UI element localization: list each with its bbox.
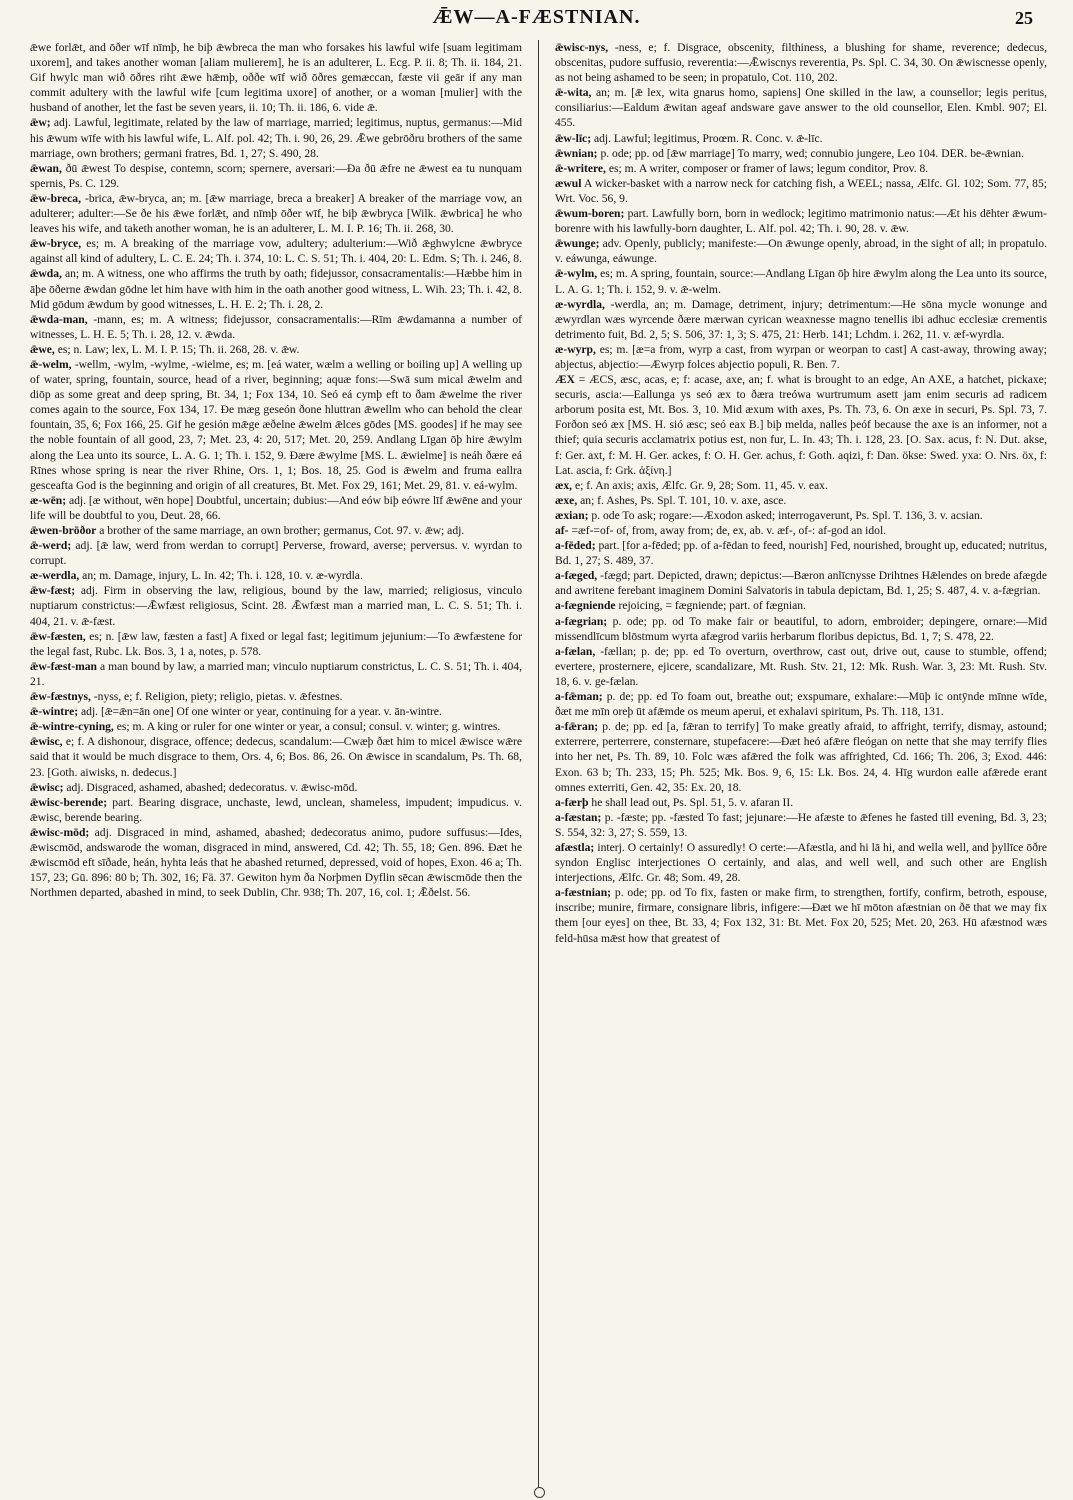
dictionary-entry (555, 85, 1047, 130)
entry-headword: af- (555, 524, 569, 537)
dictionary-entry (30, 734, 522, 779)
dictionary-entry (30, 266, 522, 311)
dictionary-entry (555, 161, 1047, 176)
entry-headword: ǣwda, (30, 267, 62, 281)
dictionary-entry (555, 508, 1047, 523)
entry-definition: A wicker-basket with a narrow neck for catching fish, a WEEL; nassa, Ælfc. Gl. 102; Som. 77, 85; Wrt. Voc. 56, 9. (555, 176, 1047, 205)
entry-headword: a-fæged, (555, 569, 598, 583)
dictionary-entry (555, 719, 1047, 794)
entry-headword: ǣw-fæst; (30, 584, 76, 598)
dictionary-entry (555, 176, 1047, 206)
entry-headword: a-fæstan; (555, 810, 602, 824)
entry-definition: -brica, ǣw-bryca, an; m. [ǣw marriage, breca a breaker] A breaker of the marriage vow, an adulterer; adulter:—Se ðe his ǣwe forlǣt, and nīmþ ōðer wīf, he biþ ǣwbryca [Wilk. ǣwbrica] he who leaves his wife, and taketh another woman, he is an adulterer, L. M. I. P. 16; Th. ii. 268, 30. (30, 191, 522, 236)
entry-headword: ǣw-bryce, (30, 237, 82, 251)
dictionary-entry (30, 115, 522, 160)
running-header (30, 6, 1043, 30)
entry-headword: ǣwda-man, (30, 312, 88, 326)
entry-definition: adj. Lawful, legitimate, related by the law of marriage, married; legitimus, nuptus, germanus:—Mid his ǣwum wīfe with his lawful wife, L. Alf. pol. 42; Th. i. 90, 26, 29. Ǣwe gebrōðru brothers of the same marriage, own brothers; germani fratres, Bd. 1, 27; S. 490, 28. (30, 116, 522, 160)
entry-definition: es; m. A king or ruler for one winter or year, a consul; consul. v. winter; g. wintres. (116, 720, 501, 734)
entry-definition: adj. Firm in observing the law, religious, bound by the law, married; religiosus, vinculo nuptiarum constrictus:—Ǣwfæst religiosus, Scint. 28. Ǣwfæst man a married man, L. C. S. 51; Th. i. 404, 21. v. ǣ-fæst. (30, 584, 522, 628)
dictionary-entry (30, 40, 522, 115)
entry-definition: adj. Disgraced, ashamed, abashed; dedecoratus. v. ǣwisc-mōd. (66, 780, 358, 794)
entry-headword: ǣ-wylm, (555, 267, 598, 281)
dictionary-entry (30, 161, 522, 191)
entry-definition: es; m. A breaking of the marriage vow, adultery; adulterium:—Wið ǣghwylcne ǣwbryce against all kind of adultery, L. C. E. 24; Th. i. 374, 10: L. C. S. 51; Th. i. 404, 20: L. Edm. S; Th. i. 246, 8. (30, 237, 522, 266)
entry-headword: a-fēded; (555, 539, 596, 553)
entry-headword: æ-werdla, (30, 569, 80, 583)
entry-definition: a man bound by law, a married man; vinculo nuptiarum constrictus, L. C. S. 51; Th. i. 404, 21. (30, 659, 522, 688)
entry-definition: e; f. A dishonour, disgrace, offence; dedecus, scandalum:—Cwæþ ðæt him to micel ǣwisce wǣre said that it would be much disgrace to them, Ors. 4, 6; Bos. 86, 26. On ǣwisce in scandalum, Ps. Th. 68, 23. [Goth. aiwisks, n. dedecus.] (30, 735, 522, 779)
entry-definition: p. ode To ask; rogare:—Æxodon asked; interrogaverunt, Ps. Spl. T. 136, 3. v. acsian. (591, 508, 983, 522)
dictionary-entry (30, 689, 522, 704)
entry-headword: ǣ-wintre; (30, 705, 79, 719)
entry-definition: ðū ǣwest To despise, contemn, scorn; spernere, aversari:—Ða ðū ǣfre ne ǣwest ea tu nunquam spernis, Ps. C. 129. (30, 161, 522, 190)
dictionary-entry (555, 538, 1047, 568)
entry-definition: =æf-=of- of, from, away from; de, ex, ab. v. æf-, of-: af-god an idol. (571, 524, 887, 537)
entry-headword: ǣwunge; (555, 237, 600, 251)
dictionary-entry (555, 236, 1047, 266)
two-column-body (30, 40, 1047, 1496)
entry-definition: he shall lead out, Ps. Spl. 51, 5. v. afaran II. (591, 795, 794, 809)
entry-definition: rejoicing, = fægniende; part. of fægnian. (618, 599, 806, 613)
dictionary-entry (30, 795, 522, 825)
entry-definition: -fællan; p. de; pp. ed To overturn, overthrow, cast out, drive out, cause to stumble, offend; evertere, prosternere, ejicere, scandalizare, Mt. Rush. Stv. 21, 12: Mk. Rush. War. 3, 23: Mt. Rush. Stv. 18, 6. v. ge-fælan. (555, 644, 1047, 688)
dictionary-entry (30, 523, 522, 538)
entry-definition: part. Lawfully born, born in wedlock; legitimo matrimonio natus:—Æt his dēhter ǣwum-borenre with his lawfully-born daughter, L. Alf. pol. 42; Th. i. 90, 28. v. ǣw. (555, 207, 1047, 236)
entry-definition: an; m. A witness, one who affirms the truth by oath; fidejussor, consacramentalis:—Hæbbe him in āþe ōðerne ǣwdan gōdne let him have with him in the oath another good witness, L. Wih. 23; Th. i. 42, 8. Mid gōdum ǣwdum by good witnesses, L. H. E. 2; Th. i. 28, 2. (30, 267, 522, 311)
entry-definition: an; f. Ashes, Ps. Spl. T. 101, 10. v. axe, asce. (580, 493, 787, 507)
entry-definition: interj. O certainly! O assuredly! O certe:—Afæstla, and hi lā hi, and wella well, and þyllīce ōðre syndon Englisc interjectiones O certainly, and alas, and well well, and such other are English interjections, Ælfc. Gr. 48; Som. 49, 28. (555, 840, 1047, 885)
entry-headword: ǣ-welm, (30, 357, 72, 371)
entry-headword: ǣwen-brōðor (30, 524, 97, 537)
dictionary-entry (30, 191, 522, 236)
entry-definition: es; n. Law; lex, L. M. I. P. 15; Th. ii. 268, 28. v. ǣw. (57, 342, 300, 356)
entry-definition: = ÆCS, æsc, acas, e; f: acase, axe, an; f. what is brought to an edge, An AXE, a hatchet, pickaxe; securis, ascia:—Eallunga ys seó æx to ðæra treówa wurtrumum asett jam enim securis ad radicem arborum posita est, Mt. Bos. 3, 10. Mid æxum with axes, Ps. Th. 73, 6. On æxe in securi, Ps. Spl. 73, 7. Forðon seó æx [MS. H. sió æsc; seó eax B.] biþ melda, nalles þeóf because the axe is an informer, not a thief; quia securis acclamatrix potius est, non fur, L. In. 43; Th. i. 128, 23. [O. Sax. acus, f: N. Dut. akse, f: Ger. axt, f: M. H. Ger. ackes, f: O. H. Ger. achus, f: Goth. aqizi, f: Dan. ökse: Swed. yxa: O. Nrs. öx, f: Lat. ascia, f: Grk. ἀξίνη.] (555, 373, 1047, 477)
entry-headword: ǣwisc; (30, 780, 64, 794)
entry-headword: a-færþ (555, 795, 589, 809)
entry-definition: an; m. Damage, injury, L. In. 42; Th. i. 128, 10. v. æ-wyrdla. (82, 569, 363, 583)
entry-definition: adj. Lawful; legitimus, Proœm. R. Conc. v. ǣ-līc. (593, 131, 823, 145)
dictionary-entry (30, 236, 522, 266)
entry-headword: æxian; (555, 508, 589, 522)
entry-headword: æ-wyrp, (555, 342, 596, 356)
entry-headword: æx, (555, 478, 573, 492)
entry-definition: -werdla, an; m. Damage, detriment, injury; detrimentum:—He sōna mycle wonunge and æwyrdlan wæs wyrcende ðære mærwan cyrican weaxnesse magno tenellis ibi adhuc ecclesiæ crementis detrimento fuit, Bd. 2, 5; S. 506, 37: 1, 3; S. 475, 21: Herb. 141; Lchdm. i. 262, 11. v. æf-wyrdla. (555, 297, 1047, 341)
entry-headword: ǣwan, (30, 161, 62, 175)
entry-definition: p. ode; pp. od [ǣw marriage] To marry, wed; connubio jungere, Leo 104. DER. be-ǣwnian. (600, 146, 1024, 160)
page-title: ǢW—A-FÆSTNIAN. (432, 6, 641, 28)
entry-headword: ǣw-līc; (555, 131, 592, 145)
dictionary-entry (555, 644, 1047, 689)
entry-definition: part. [for a-fēded; pp. of a-fēdan to feed, nourish] Fed, nourished, brought up, educated; nutritus, Bd. 1, 27; S. 489, 37. (555, 539, 1047, 568)
dictionary-entry (555, 342, 1047, 372)
entry-definition: an; m. [ǣ lex, wita gnarus homo, sapiens] One skilled in the law, a counsellor; legis peritus, consiliarius:—Ealdum ǣwitan ageaf andsware gave answer to the old counsellor, Elen. Kmbl. 907; El. 455. (555, 86, 1047, 130)
dictionary-entry (30, 719, 522, 734)
entry-definition: adj. Disgraced in mind, ashamed, abashed; dedecoratus animo, pudore suffusus:—Ides, ǣwiscmōd, andswarode the woman, disgraced in mind, answered, Cd. 42; Th. 55, 18; Gen. 896. Ðæt he ǣwiscmōd eft sīðade, heán, hyhta leás that he abashed returned, depressed, void of hopes, Exon. 46 a; Th. 157, 23; Gū. 896: 80 b; Th. 302, 16; Fä. 37. Gewiton hym ða Norþmen Dyflin sēcan ǣwiscmōde then the Northmen departed, abashed in mind, to seek Dublin, Chr. 938; Th. 207, 16, col. 1; Ǣðelst. 56. (30, 825, 522, 900)
entry-headword: a-fǣran; (555, 720, 599, 734)
entry-headword: ǣwum-boren; (555, 207, 625, 221)
page-number: 25 (1015, 8, 1033, 28)
entry-headword: ǣ-werd; (30, 539, 72, 553)
entry-headword: æ-wēn; (30, 493, 67, 507)
dictionary-entry (555, 493, 1047, 508)
entry-definition: p. de; pp. ed [a, fǣran to terrify] To make greatly afraid, to affright, terrify, dismay, astound; exterrere, perterrere, consternare, stupefacere:—Ðæt heó afǣre fleógan on nette that she may terrify flies into her net, Ps. Th. 89, 10. Folc wæs afǣred the folk was affrighted, Cd. 166; Th. 206, 3; Exod. 446: Exon. 63 b; Th. 233, 15; Ph. 525; Mk. Bos. 9, 6, 15: Lk. Bos. 24, 4. Hīg wurdon ealle afǣrede erant omnes exterriti, Gen. 42, 35: Ex. 20, 18. (555, 720, 1047, 794)
dictionary-entry (30, 342, 522, 357)
entry-headword: ǣ-wintre-cyning, (30, 720, 114, 734)
dictionary-entry (555, 840, 1047, 885)
entry-headword: ǣwisc, (30, 735, 63, 749)
dictionary-entry (555, 478, 1047, 493)
entry-headword: æwul (555, 176, 582, 190)
entry-headword: a-fægrian; (555, 614, 608, 628)
entry-headword: ǣw-breca, (30, 191, 81, 205)
dictionary-entry (555, 568, 1047, 598)
entry-definition: -fægd; part. Depicted, drawn; depictus:—Bæron anlīcnysse Drihtnes Hǣlendes on brede afægde and awritene ferebant imaginem Domini Salvatoris in tabula depictam, Bd. 1, 25; S. 487, 4. v. a-fægrian. (555, 569, 1047, 598)
entry-definition: es; m. A spring, fountain, source:—Andlang Līgan ōþ hire ǣwylm along the Lea unto its source, L. A. G. 1; Th. i. 152, 9. v. ǣ-welm. (555, 267, 1047, 296)
dictionary-entry (555, 810, 1047, 840)
entry-definition: -nyss, e; f. Religion, piety; religio, pietas. v. ǣfestnes. (93, 690, 343, 704)
dictionary-entry (30, 825, 522, 900)
entry-headword: ǣ-writere, (555, 161, 606, 175)
entry-headword: ǣw-fæst-man (30, 659, 97, 673)
dictionary-entry (555, 131, 1047, 146)
dictionary-entry (30, 312, 522, 342)
entry-headword: a-fæstnian; (555, 886, 612, 900)
entry-headword: ǣw-fæstnys, (30, 690, 91, 704)
entry-definition: p. -fæste; pp. -fæsted To fast; jejunare:—He afæste to ǣfenes he fasted till evening, Bd. 3, 23; S. 554, 32: 3, 27; S. 559, 13. (555, 810, 1047, 839)
entry-definition: adj. [ǣ law, werd from werdan to corrupt] Perverse, froward, averse; perversus. v. wyrdan to corrupt. (30, 539, 522, 568)
entry-definition: adj. [æ without, wēn hope] Doubtful, uncertain; dubius:—And eów biþ eówre līf ǣwēne and your life will be doubtful to you, Deut. 28, 66. (30, 493, 522, 522)
entry-definition: -mann, es; m. A witness; fidejussor, consacramentalis:—Rīm ǣwdamanna a number of witnesses, L. H. E. 5; Th. i. 28, 12. v. ǣwda. (30, 312, 522, 341)
dictionary-entry (30, 780, 522, 795)
dictionary-entry (555, 146, 1047, 161)
entry-definition: es; n. [ǣw law, fæsten a fast] A fixed or legal fast; legitimum jejunium:—To ǣwfæstene for the legal fast, Rubc. Lk. Bos. 3, 1 a, notes, p. 578. (30, 629, 522, 658)
entry-definition: -wellm, -wylm, -wylme, -wielme, es; m. [eá water, wælm a welling or boiling up] A welling up of water, spring, fountain, source, head of a river, beginning; aquæ fons:—Swā sum mical ǣwelm and diōp as some great and deep spring, Bt. 34, 1; Fox 134, 10. Seó eá cymþ eft to ðam ǣwelme the river comes again to the source, Fox 134, 17. Ðe mæg geseón ðone hluttran ǣwellm who can behold the clear fountain, 35, 6; Fox 166, 25. Gif he gesión mǣge æðelne ǣwelm ǣlces gōdes [MS. goodes] if he may see the noble fountain of all good, 23, 7; Met. 23, 4: 20, 517; Met. 20, 259. Andlang Līgan ōþ hire ǣwylm along the Lea unto its source, L. A. G. 1; Th. i. 152, 9. Ðære ǣwylme [MS. L. ǣwielme] is neáh ðære eá Rīnes whose spring is near the river Rhine, Ors. 1, 1; Bos. 18, 25. God is ǣwelm and fruma eallra gesceafta God is the beginning and origin of all creatures, Bt. Met. Fox 29, 161; Met. 29, 81. v. eá-wylm. (30, 357, 522, 492)
dictionary-entry (555, 598, 1047, 613)
dictionary-entry (555, 795, 1047, 810)
entry-headword: afæstla; (555, 840, 595, 854)
dictionary-entry (555, 372, 1047, 478)
dictionary-entry (30, 583, 522, 628)
right-column (555, 40, 1047, 1496)
column-divider (538, 40, 539, 1496)
dictionary-entry (30, 357, 522, 493)
entry-headword: a-fælan, (555, 644, 596, 658)
entry-headword: ǣwisc-mōd; (30, 825, 90, 839)
entry-definition: p. ode; pp. od To fix, fasten or make firm, to strengthen, fortify, confirm, betroth, espouse, inscribe; munire, firmare, consignare libris, infigere:—Ðæt we hī mōton afæstnian on ðē that we may fix them [our eyes] on thee, Bt. 33, 4; Fox 132, 31: Bt. Met. Fox 20, 525; Met. 20, 263. Hū afæstnod wæs feld-hūsa mǣst how that greatest of (555, 886, 1047, 945)
entry-definition: es; m. [æ=a from, wyrp a cast, from wyrpan or weorpan to cast] A cast-away, throwing away; abjectus, abjectio:—Æwyrp folces abjectio populi, R. Ben. 7. (555, 342, 1047, 371)
entry-definition: part. Bearing disgrace, unchaste, lewd, unclean, shameless, impudent; impudicus. v. ǣwisc, berende bearing. (30, 795, 522, 824)
entry-headword: ǣwe, (30, 342, 55, 356)
entry-definition: e; f. An axis; axis, Ælfc. Gr. 9, 28; Som. 11, 45. v. eax. (574, 478, 828, 492)
entry-headword: ÆX (555, 373, 575, 387)
dictionary-entry (30, 704, 522, 719)
dictionary-entry (555, 689, 1047, 719)
entry-headword: ǣ-wita, (555, 86, 592, 100)
dictionary-entry (30, 568, 522, 583)
dictionary-entry (555, 885, 1047, 945)
entry-headword: ǣwisc-berende; (30, 795, 108, 809)
dictionary-entry (555, 297, 1047, 342)
entry-definition: es; m. A writer, composer or framer of laws; legum conditor, Prov. 8. (608, 161, 929, 175)
dictionary-entry (30, 493, 522, 523)
entry-headword: ǣwisc-nys, (555, 41, 609, 54)
entry-headword: a-fægniende (555, 599, 616, 613)
dictionary-entry (555, 206, 1047, 236)
entry-headword: ǣw-fæsten, (30, 629, 86, 643)
dictionary-entry (30, 538, 522, 568)
entry-definition: adj. [ǣ=ǣn=ān one] Of one winter or year, continuing for a year. v. ān-wintre. (81, 705, 442, 719)
entry-definition: a brother of the same marriage, an own brother; germanus, Cot. 97. v. ǣw; adj. (99, 524, 465, 537)
entry-headword: æ-wyrdla, (555, 297, 605, 311)
entry-headword: æxe, (555, 493, 578, 507)
entry-headword: ǣwnian; (555, 146, 598, 160)
entry-definition: p. de; pp. ed To foam out, breathe out; exspumare, exhalare:—Mūþ ic ontȳnde mīnne wīde, ðæt me mīn oreþ ūt afǣmde os meum aperui, et exhalavi spiritum, Ps. Th. 118, 131. (555, 690, 1047, 719)
dictionary-entry (555, 523, 1047, 538)
left-column (30, 40, 522, 1496)
entry-headword: ǣw; (30, 116, 51, 130)
dictionary-entry (30, 659, 522, 689)
dictionary-entry (555, 40, 1047, 85)
entry-definition: ǣwe forlǣt, and ōðer wīf nīmþ, he biþ ǣwbreca the man who forsakes his lawful wife [suam legitimam uxorem], and takes another woman [aliam mulierem], he is an adulterer, L. Ecg. P. ii. 8; Th. ii. 184, 21. Gif hwylc man wið ōðres riht ǣwe hǣmþ, oððe wīf wið ōðres gemæccan, fæste vii geār if any man commit adultery with the lawful wife [cum legitima uxore] of another, or a woman [mulier] with the husband of another, let the fast be seven years, ii. 10; Th. ii. 186, 6. vide ǣ. (30, 41, 522, 115)
dictionary-entry (30, 629, 522, 659)
dictionary-entry (555, 266, 1047, 296)
entry-headword: a-fǣman; (555, 690, 603, 704)
entry-definition: p. ode; pp. od To make fair or beautiful, to adorn, embroider; depingere, ornare:—Mid missendlīcum blōstmum wyrta afægrod variis herbarum floribus depictus, Bd. 1, 7; S. 478, 22. (555, 614, 1047, 643)
entry-definition: -ness, e; f. Disgrace, obscenity, filthiness, a blushing for shame, reverence; dedecus, obscenitas, pudore suffusio, reverentia:—Ǣwiscnys reverentia, Ps. Spl. C. 34, 30. On ǣwiscnesse openly, as not being ashamed to be seen; in propatulo, Cot. 110, 202. (555, 41, 1047, 85)
dictionary-entry (555, 614, 1047, 644)
entry-definition: adv. Openly, publicly; manifeste:—On ǣwunge openly, abroad, in the sight of all; in propatulo. v. eáwunga, eáwunge. (555, 237, 1047, 266)
